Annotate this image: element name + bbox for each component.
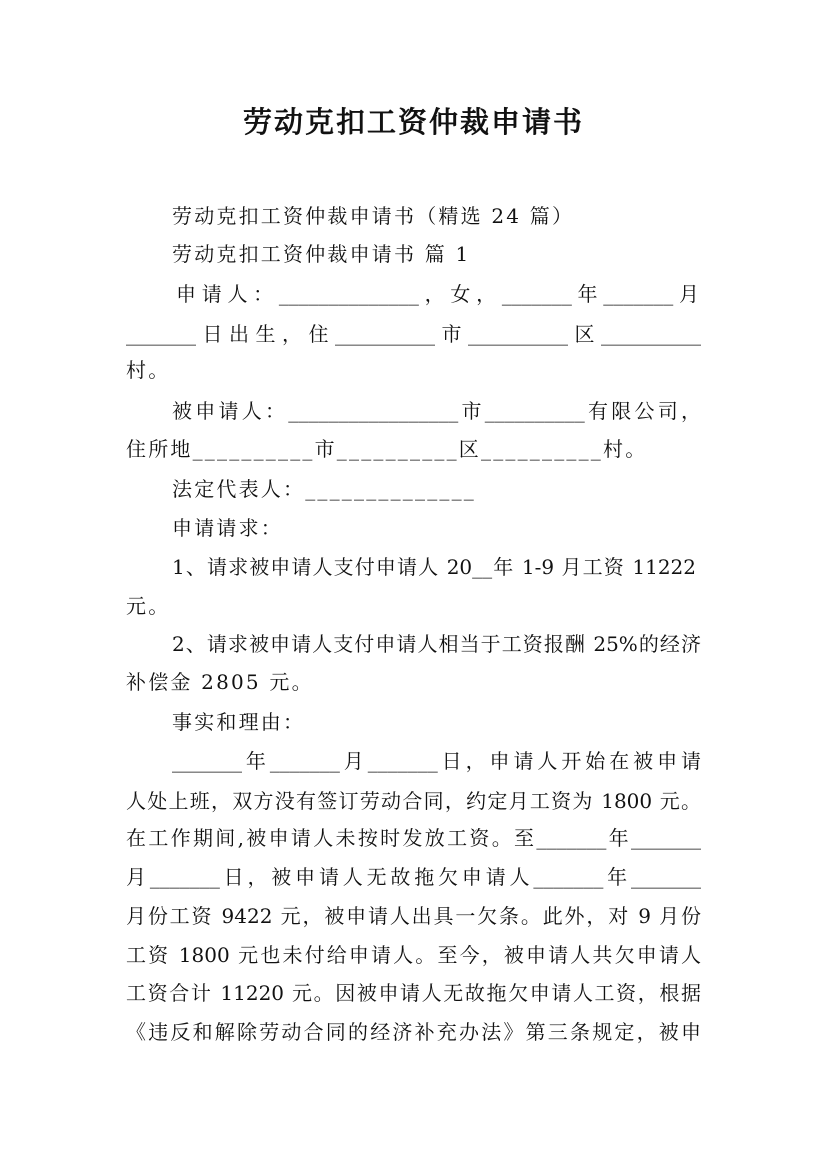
paragraph-line: 被申请人：_________________市__________有限公司， <box>172 399 701 423</box>
paragraph-line: 月_______日，被申请人无故拖欠申请人_______年_______ <box>126 865 701 889</box>
paragraph-line: _______日出生，住__________市__________区__________ <box>126 322 701 346</box>
document-title: 劳动克扣工资仲裁申请书 <box>242 105 584 139</box>
paragraph-line: 事实和理由： <box>172 710 306 734</box>
subtitle-line: 劳动克扣工资仲裁申请书（精选 24 篇） <box>172 204 575 228</box>
paragraph-line: 申请人：______________，女，_______年_______月 <box>176 282 699 306</box>
paragraph-line: 工资合计 11220 元。因被申请人无故拖欠申请人工资，根据 <box>126 981 701 1005</box>
paragraph-line: 2、请求被申请人支付申请人相当于工资报酬 25%的经济 <box>172 632 701 656</box>
paragraph-line: 住所地__________市__________区__________村。 <box>126 437 648 461</box>
paragraph-line: 补偿金 2805 元。 <box>126 670 314 694</box>
paragraph-line: 1、请求被申请人支付申请人 20__年 1-9 月工资 11222 <box>172 555 696 579</box>
paragraph-line: 《违反和解除劳动合同的经济补充办法》第三条规定，被申 <box>126 1020 701 1044</box>
paragraph-line: 元。 <box>126 594 171 618</box>
paragraph-line: _______年_______月_______日，申请人开始在被申请 <box>172 749 701 773</box>
paragraph-line: 在工作期间,被申请人未按时发放工资。至_______年_______ <box>126 826 701 850</box>
paragraph-line: 工资 1800 元也未付给申请人。至今，被申请人共欠申请人 <box>126 943 701 967</box>
paragraph-line: 人处上班，双方没有签订劳动合同，约定月工资为 1800 元。 <box>126 789 701 813</box>
paragraph-line: 申请请求： <box>172 516 283 540</box>
paragraph-line: 月份工资 9422 元，被申请人出具一欠条。此外，对 9 月份 <box>126 904 701 928</box>
section-heading: 劳动克扣工资仲裁申请书 篇 1 <box>172 242 471 266</box>
paragraph-line: 法定代表人：______________ <box>172 477 476 501</box>
paragraph-line: 村。 <box>126 358 171 382</box>
